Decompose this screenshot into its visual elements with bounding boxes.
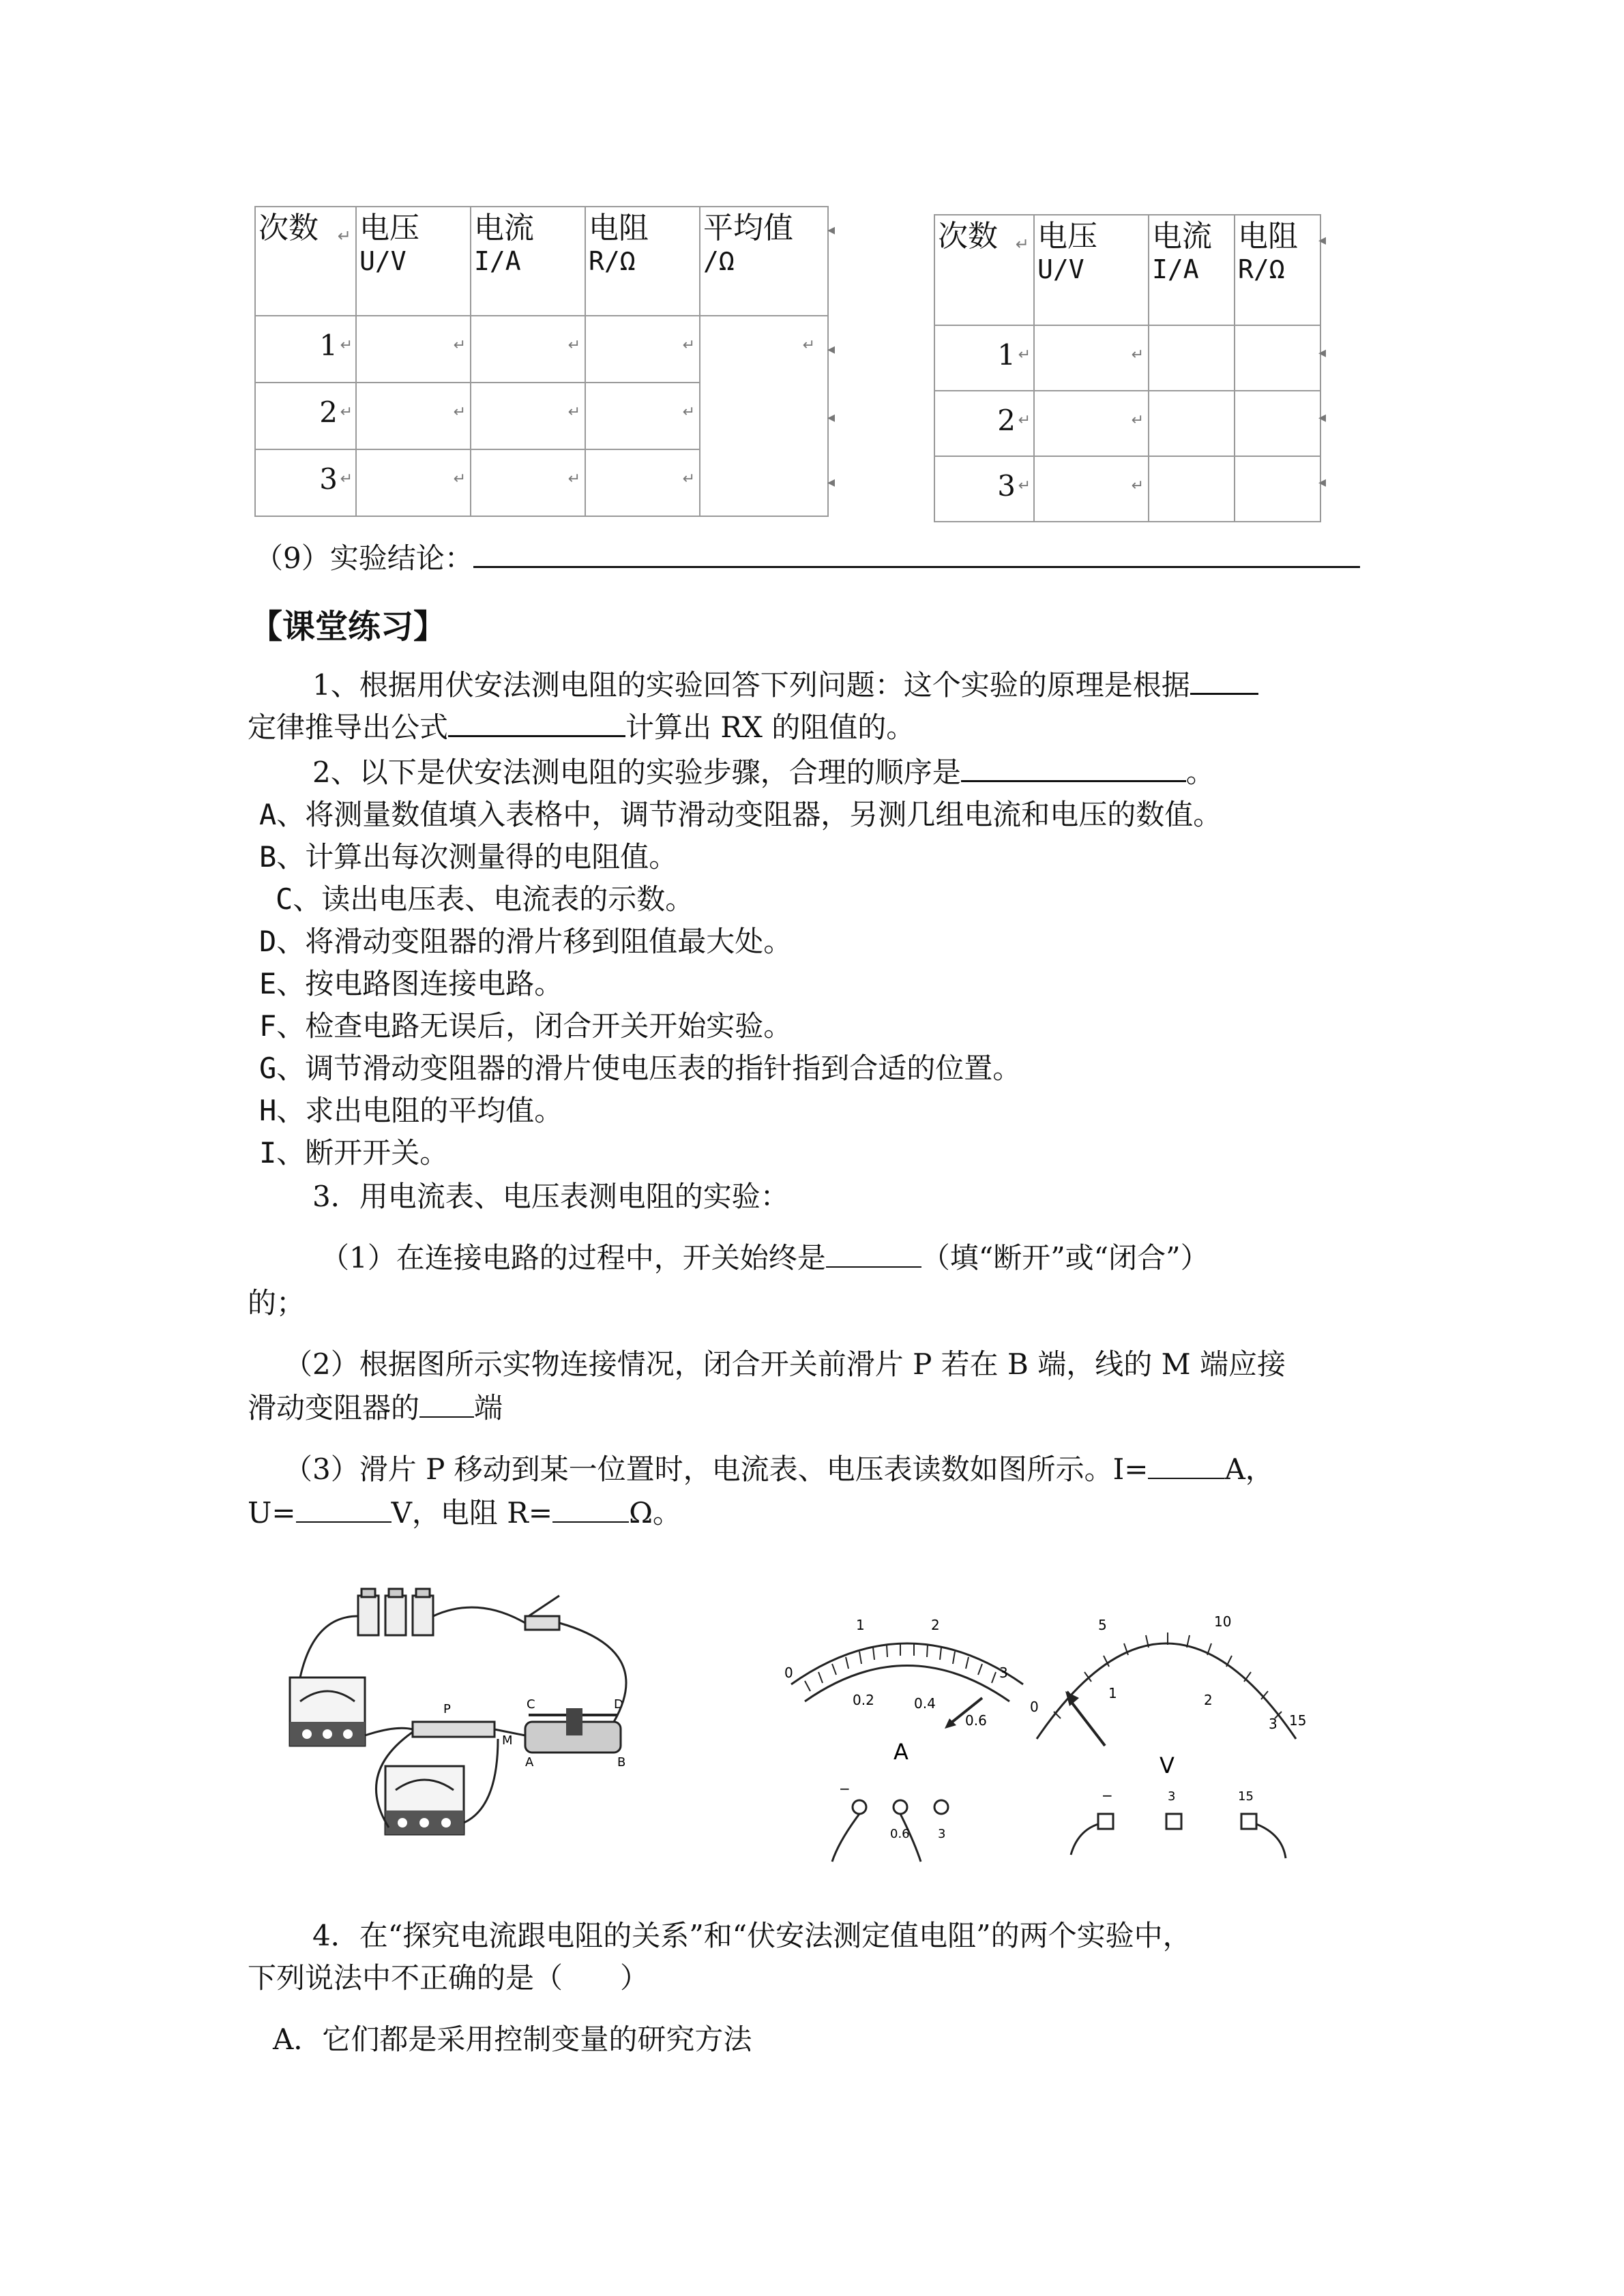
voltmeter-terminal-15: 15 [1238, 1789, 1254, 1804]
voltmeter-scale-2: 2 [1204, 1692, 1213, 1708]
table1-cell[interactable]: ↵ [585, 383, 700, 449]
voltmeter-scale-10: 10 [1214, 1613, 1232, 1630]
q2-step-g: G、调节滑动变阻器的滑片使电压表的指针指到合适的位置。 [259, 1052, 1022, 1085]
ammeter-scale-1: 1 [856, 1617, 865, 1633]
data-table-1 [254, 206, 829, 517]
data-table-2 [934, 214, 1321, 522]
table2-cell[interactable] [1235, 456, 1320, 522]
table2-header-voltage: 电压 U/V [1034, 215, 1149, 325]
q2-stem [312, 756, 1215, 790]
table2-row-number: 1 ↵ [934, 325, 1034, 391]
conclusion-line [254, 541, 1360, 576]
conclusion-label: （9）实验结论： [254, 541, 473, 575]
ammeter-scale-0-2: 0.2 [853, 1692, 874, 1708]
voltmeter-scale-1: 1 [1108, 1685, 1117, 1701]
voltmeter-dial-figure [1023, 1589, 1310, 1875]
q1-blank-formula[interactable] [448, 711, 625, 737]
voltmeter-scale-3: 3 [1269, 1716, 1278, 1732]
rheostat-label-b: B [617, 1755, 626, 1770]
q3-part3-line1 [284, 1452, 1274, 1487]
q3-part2-line2 [248, 1391, 503, 1425]
table2-row-number: 3 ↵ [934, 456, 1034, 522]
q2-step-h: H、求出电阻的平均值。 [259, 1094, 563, 1127]
q4-line1: 4．在“探究电流跟电阻的关系”和“伏安法测定值电阻”的两个实验中， [312, 1919, 1192, 1952]
q3-p2-end: 端 [474, 1391, 503, 1425]
q2-step-a: A、将测量数值填入表格中，调节滑动变阻器，另测几组电流和电压的数值。 [259, 798, 1222, 831]
q2-step-c: C、读出电压表、电流表的示数。 [276, 882, 694, 916]
table1-header-count: 次数 ↵ [255, 207, 356, 316]
table2-row-number: 2 ↵ [934, 391, 1034, 456]
table1-row-number: 2 ↵ [255, 383, 356, 449]
q1-text-c: 计算出 RX 的阻值的。 [625, 711, 915, 744]
table1-cell[interactable]: ↵ [471, 316, 585, 383]
table2-cell[interactable]: ↵ [1034, 456, 1149, 522]
q4-line2: 下列说法中不正确的是（ ） [248, 1961, 649, 1995]
ammeter-scale-3: 3 [999, 1665, 1008, 1681]
switch-icon [525, 1596, 559, 1630]
ammeter-scale-0-6: 0.6 [965, 1712, 987, 1729]
q3-p1-blank[interactable] [826, 1242, 921, 1268]
q2-stem-text: 2、以下是伏安法测电阻的实验步骤，合理的顺序是 [312, 756, 961, 789]
battery-icon [358, 1589, 433, 1635]
ammeter-scale-0: 0 [784, 1665, 793, 1681]
q3-p3-u-label: U= [248, 1496, 296, 1530]
q3-p2-text: 滑动变阻器的 [248, 1391, 420, 1425]
ammeter-terminal-neg: − [839, 1780, 851, 1797]
q2-stem-end: 。 [1185, 756, 1215, 789]
rheostat-label-d: D [614, 1697, 623, 1712]
rheostat-label-a: A [525, 1755, 534, 1770]
q3-part1-line2: 的； [248, 1286, 306, 1320]
table2-header-count: 次数 ↵ [934, 215, 1034, 325]
q3-stem: 3．用电流表、电压表测电阻的实验： [312, 1180, 789, 1213]
q3-p1-text: （1）在连接电路的过程中，开关始终是 [321, 1241, 826, 1274]
table2-cell[interactable] [1149, 391, 1235, 456]
table1-cell[interactable]: ↵ [585, 449, 700, 516]
rheostat-icon [525, 1708, 621, 1753]
table1-row-number: 1 ↵ [255, 316, 356, 383]
q3-blank-current[interactable] [1148, 1453, 1224, 1479]
q1-line2 [248, 711, 915, 745]
rheostat-label-p: P [443, 1702, 451, 1716]
q2-step-i: I、断开开关。 [259, 1136, 449, 1169]
q1-line1 [312, 668, 1258, 702]
ammeter-letter: A [894, 1739, 909, 1765]
q3-blank-resistance[interactable] [552, 1497, 629, 1523]
voltmeter-ticks [1054, 1632, 1282, 1718]
q2-step-f: F、检查电路无误后，闭合开关开始实验。 [259, 1009, 793, 1043]
table1-header-resistance: 电阻 R/Ω [585, 207, 700, 316]
voltmeter-terminals [1071, 1814, 1286, 1858]
table2-header-current: 电流 I/A [1149, 215, 1235, 325]
q2-step-d: D、将滑动变阻器的滑片移到阻值最大处。 [259, 925, 793, 958]
voltmeter-scale-0: 0 [1030, 1699, 1039, 1715]
voltmeter-letter: V [1160, 1753, 1175, 1778]
voltmeter-scale-5: 5 [1098, 1617, 1107, 1633]
q2-step-b: B、计算出每次测量得的电阻值。 [259, 840, 678, 874]
wire-label-m: M [502, 1733, 513, 1748]
ammeter-scale-0-4: 0.4 [914, 1695, 936, 1712]
voltmeter-terminal-neg: − [1102, 1787, 1113, 1804]
table1-cell[interactable]: ↵ [585, 316, 700, 383]
ammeter-terminal-0-6: 0.6 [890, 1827, 910, 1841]
table1-header-voltage: 电压 U/V [356, 207, 471, 316]
table1-header-average: 平均值 /Ω [700, 207, 828, 316]
table2-cell[interactable] [1149, 456, 1235, 522]
table2-cell[interactable] [1149, 325, 1235, 391]
voltmeter-needle [1071, 1701, 1105, 1746]
table2-cell[interactable] [1235, 325, 1320, 391]
section-title: 【课堂练习】 [250, 608, 447, 646]
q2-step-e: E、按电路图连接电路。 [259, 967, 563, 1000]
q3-p3-unit-ohm: Ω。 [629, 1496, 681, 1530]
table2-cell[interactable] [1235, 391, 1320, 456]
rheostat-label-c: C [527, 1697, 535, 1712]
q3-p1-hint: （填“断开”或“闭合”） [921, 1241, 1209, 1274]
table2-cell[interactable]: ↵ [1034, 391, 1149, 456]
table1-cell[interactable]: ↵ [471, 383, 585, 449]
table1-average-cell[interactable]: ↵ [700, 316, 828, 516]
q1-blank-law[interactable] [1190, 668, 1258, 695]
table1-cell[interactable]: ↵ [356, 316, 471, 383]
q3-p3-r-label: V，电阻 R= [391, 1496, 553, 1530]
table1-row-number: 3 ↵ [255, 449, 356, 516]
table1-cell[interactable]: ↵ [356, 383, 471, 449]
conclusion-blank[interactable] [473, 541, 1360, 568]
circuit-figure [273, 1568, 655, 1862]
table2-cell[interactable]: ↵ [1034, 325, 1149, 391]
table1-cell[interactable]: ↵ [471, 449, 585, 516]
voltmeter-scale-15: 15 [1289, 1712, 1307, 1729]
table1-cell[interactable]: ↵ [356, 449, 471, 516]
q3-p2-blank[interactable] [419, 1392, 474, 1418]
ammeter-terminal-3: 3 [938, 1827, 946, 1841]
ammeter-scale-2: 2 [931, 1617, 940, 1633]
resistor-icon [413, 1722, 494, 1737]
q2-blank-order[interactable] [961, 756, 1186, 782]
ammeter-device-icon [385, 1766, 464, 1834]
voltmeter-device-icon [290, 1678, 365, 1746]
q4-option-a[interactable]: A．它们都是采用控制变量的研究方法 [273, 2023, 752, 2056]
voltmeter-terminal-3: 3 [1168, 1789, 1176, 1804]
ammeter-dial-figure [778, 1589, 1037, 1875]
q1-text-a: 1、根据用伏安法测电阻的实验回答下列问题：这个实验的原理是根据 [312, 668, 1190, 702]
q1-text-b: 定律推导出公式 [248, 711, 449, 744]
q3-part3-line2 [248, 1496, 681, 1530]
table2-header-resistance: 电阻 R/Ω [1235, 215, 1320, 325]
q3-part1-line1 [321, 1241, 1209, 1275]
q3-blank-voltage[interactable] [296, 1497, 392, 1523]
q3-p3-text: （3）滑片 P 移动到某一位置时，电流表、电压表读数如图所示。I= [284, 1452, 1149, 1486]
table1-header-current: 电流 I/A [471, 207, 585, 316]
q3-p3-unit-a: A， [1224, 1452, 1274, 1486]
q3-part2-line1: （2）根据图所示实物连接情况，闭合开关前滑片 P 若在 B 端，线的 M 端应接 [284, 1347, 1286, 1381]
